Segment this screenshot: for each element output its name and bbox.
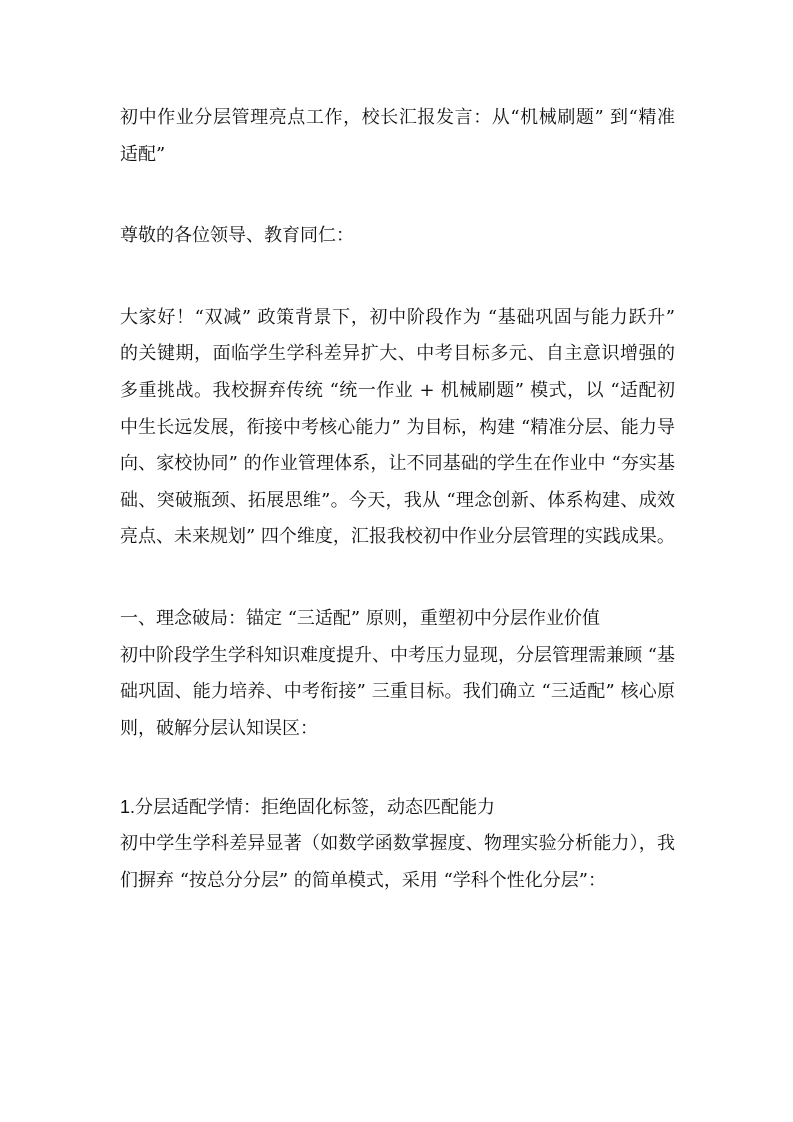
spacer [120,255,675,300]
spacer [120,556,675,601]
salutation: 尊敬的各位领导、教育同仁： [120,225,354,247]
section-1-heading: 一、理念破局：锚定 “三适配” 原则，重塑初中分层作业价值 [120,607,600,629]
spacer [120,173,675,218]
document-page [120,100,675,899]
subsection-1-heading: 1.分层适配学情：拒绝固化标签，动态匹配能力 [120,797,496,818]
intro-paragraph: 大家好！“双减” 政策背景下，初中阶段作为 “基础巩固与能力跃升” 的关键期，面临学生学科差异扩大、中考目标多元、自主意识增强的多重挑战。我校摒弃传统 “统一作业 + 机械刷题” 模式，以 “适配初中生长远发展，衔接中考核心能力” 为目标，构建 “精准分层、能力导向、家校协同” 的作业管理体系，让不同基础的学生在作业中 “夯实基础、突破瓶颈、拓展思维”。今天，我从 “理念创新、体系构建、成效亮点、未来规划” 四个维度，汇报我校初中作业分层管理的实践成果。 [120,306,675,548]
document-title: 初中作业分层管理亮点工作，校长汇报发言：从“机械刷题” 到“精准适配” [120,107,675,165]
section-1-body: 初中阶段学生学科知识难度提升、中考压力显现，分层管理需兼顾 “基础巩固、能力培养、中考衔接” 三重目标。我们确立 “三适配” 核心原则，破解分层认知误区： [120,644,675,739]
spacer [120,747,675,789]
subsection-1-body: 初中学生学科差异显著（如数学函数掌握度、物理实验分析能力），我们摒弃 “按总分分层” 的简单模式，采用 “学科个性化分层”： [120,832,675,891]
